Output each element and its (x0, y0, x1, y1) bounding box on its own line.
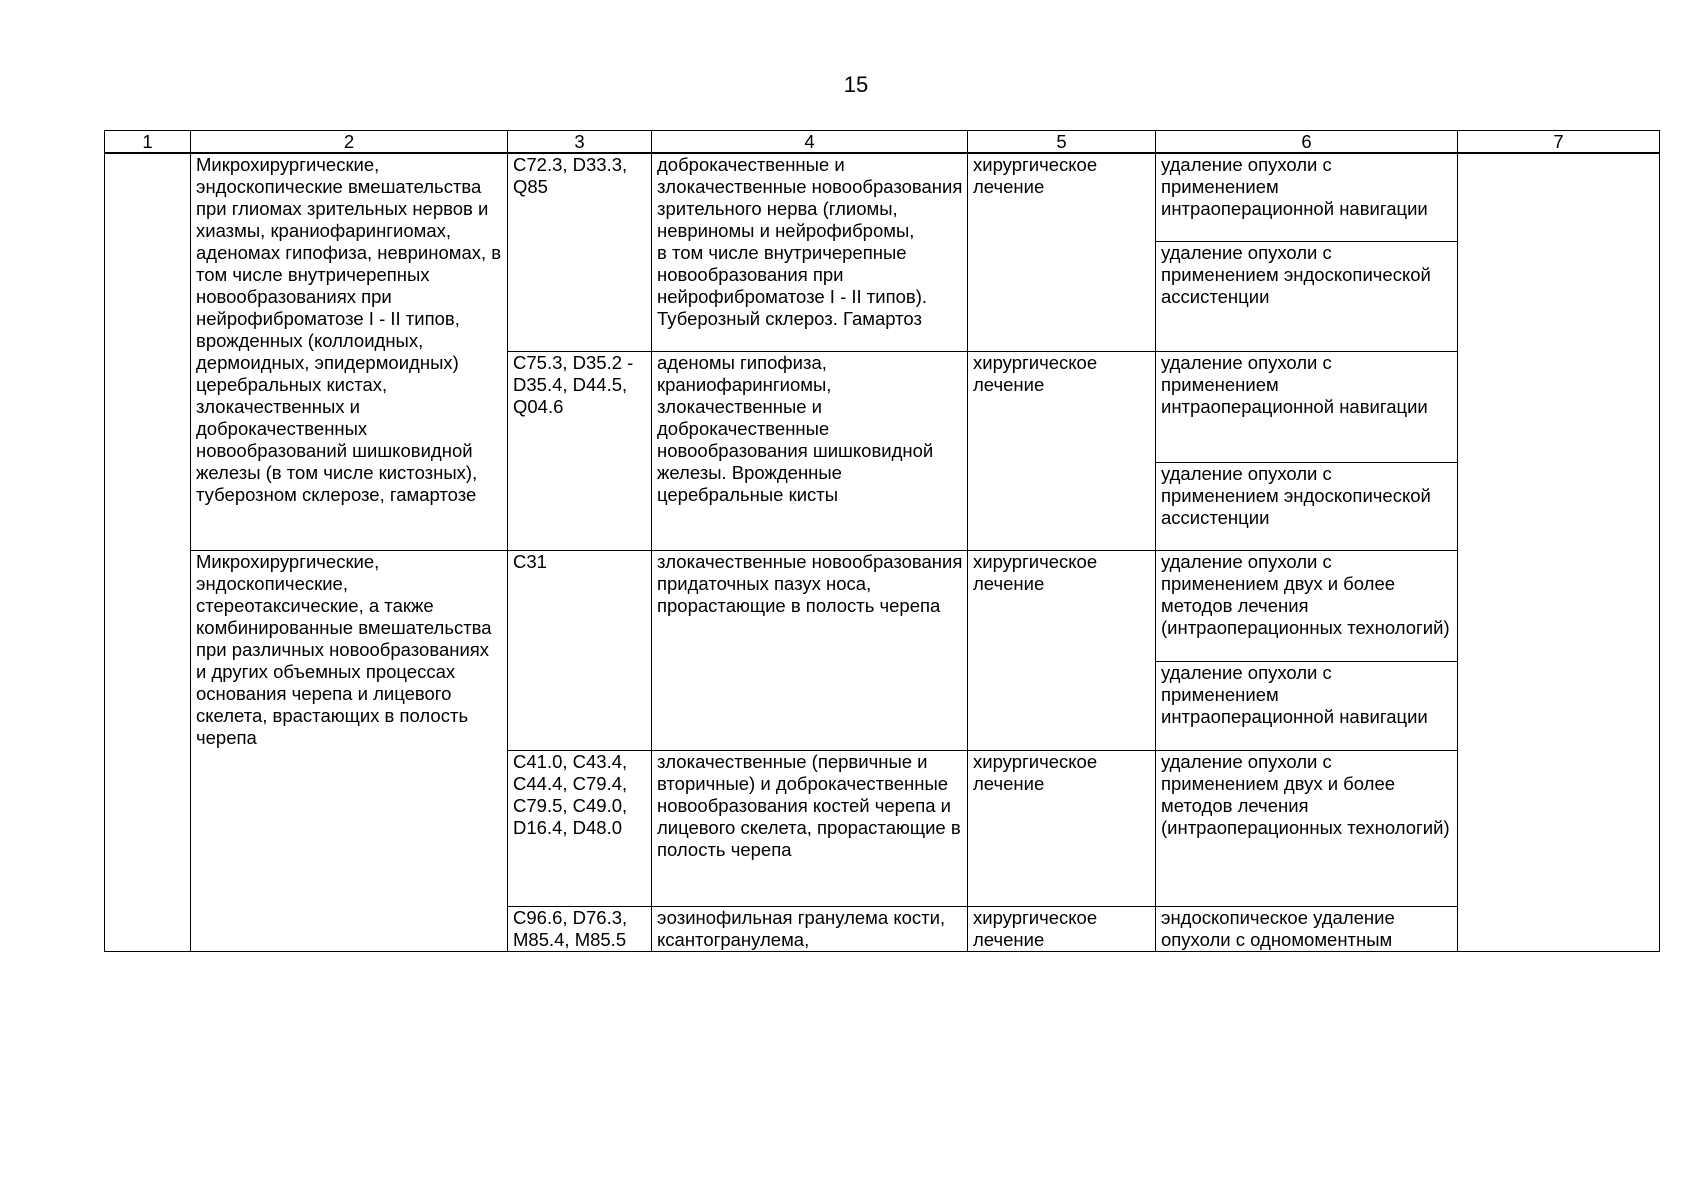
diagnosis-cell: злокачественные новообразования придаточных пазух носа, прорастающие в полость черепа (652, 550, 968, 750)
table-header-row (105, 131, 1660, 154)
treatment-type-cell: хирургическое лечение (968, 153, 1156, 351)
column-header: 1 (105, 131, 191, 154)
column-header: 2 (191, 131, 508, 154)
column-header: 7 (1458, 131, 1660, 154)
cost-cell (1458, 153, 1660, 951)
column-header: 4 (652, 131, 968, 154)
icd-codes-cell: C75.3, D35.2 - D35.4, D44.5, Q04.6 (508, 351, 652, 550)
method-cell: удаление опухоли с применением интраоперационной навигации (1156, 153, 1458, 241)
diagnosis-text: эозинофильная гранулема кости, ксантогранулема, (657, 906, 946, 950)
icd-codes-cell (508, 906, 652, 951)
column-header: 6 (1156, 131, 1458, 154)
column-header: 3 (508, 131, 652, 154)
icd-codes-cell: C72.3, D33.3, Q85 (508, 153, 652, 351)
table-row (105, 550, 1660, 661)
diagnosis-cell: аденомы гипофиза, краниофарингиомы, злокачественные и доброкачественные новообразования шишковидной железы. Врожденные церебральные кисты (652, 351, 968, 550)
method-cell: удаление опухоли с применением эндоскопической ассистенции (1156, 462, 1458, 550)
method-text: эндоскопическое удаление опухоли с одномоментным (1161, 906, 1395, 950)
icd-codes-text: C96.6, D76.3, M85.4, M85.5 (513, 906, 628, 950)
diagnosis-cell: злокачественные (первичные и вторичные) и доброкачественные новообразования костей черепа и лицевого скелета, прорастающие в полость черепа (652, 750, 968, 906)
icd-codes-cell: C31 (508, 550, 652, 750)
column-header: 5 (968, 131, 1156, 154)
treatment-type-cell: хирургическое лечение (968, 351, 1156, 550)
intervention-cell: Микрохирургические, эндоскопические вмешательства при глиомах зрительных нервов и хиазмы, краниофарингиомах, аденомах гипофиза, невриномах, в том числе внутричерепных новообразованиях при нейрофиброматозе I - II типов, врожденных (коллоидных, дермоидных, эпидермоидных) церебральных кистах, злокачественных и доброкачественных новообразований шишковидной железы (в том числе кистозных), туберозном склерозе, гамартозе (191, 153, 508, 550)
method-cell: удаление опухоли с применением интраоперационной навигации (1156, 351, 1458, 462)
diagnosis-cell: доброкачественные и злокачественные новообразования зрительного нерва (глиомы, невриномы и нейрофибромы, в том числе внутричерепные новообразования при нейрофиброматозе I - II типов). Туберозный склероз. Гамартоз (652, 153, 968, 351)
page-number: 15 (843, 72, 869, 97)
icd-codes-cell: C41.0, C43.4, C44.4, C79.4, C79.5, C49.0, D16.4, D48.0 (508, 750, 652, 906)
treatment-type-cell: хирургическое лечение (968, 750, 1156, 906)
treatment-type-text: хирургическое лечение (973, 906, 1098, 950)
intervention-cell: Микрохирургические, эндоскопические, стереотаксические, а также комбинированные вмешательства при различных новообразованиях и других объемных процессах основания черепа и лицевого скелета, врастающих в полость черепа (191, 550, 508, 951)
method-cell: удаление опухоли с применением двух и более методов лечения (интраоперационных технологий) (1156, 550, 1458, 661)
row-number-cell (105, 153, 191, 951)
treatment-table (104, 130, 1660, 952)
method-cell (1156, 906, 1458, 951)
treatment-type-cell (968, 906, 1156, 951)
method-cell: удаление опухоли с применением интраоперационной навигации (1156, 661, 1458, 750)
treatment-type-cell: хирургическое лечение (968, 550, 1156, 750)
table-row (105, 153, 1660, 241)
method-cell: удаление опухоли с применением эндоскопической ассистенции (1156, 241, 1458, 351)
method-cell: удаление опухоли с применением двух и более методов лечения (интраоперационных технологий) (1156, 750, 1458, 906)
diagnosis-cell (652, 906, 968, 951)
